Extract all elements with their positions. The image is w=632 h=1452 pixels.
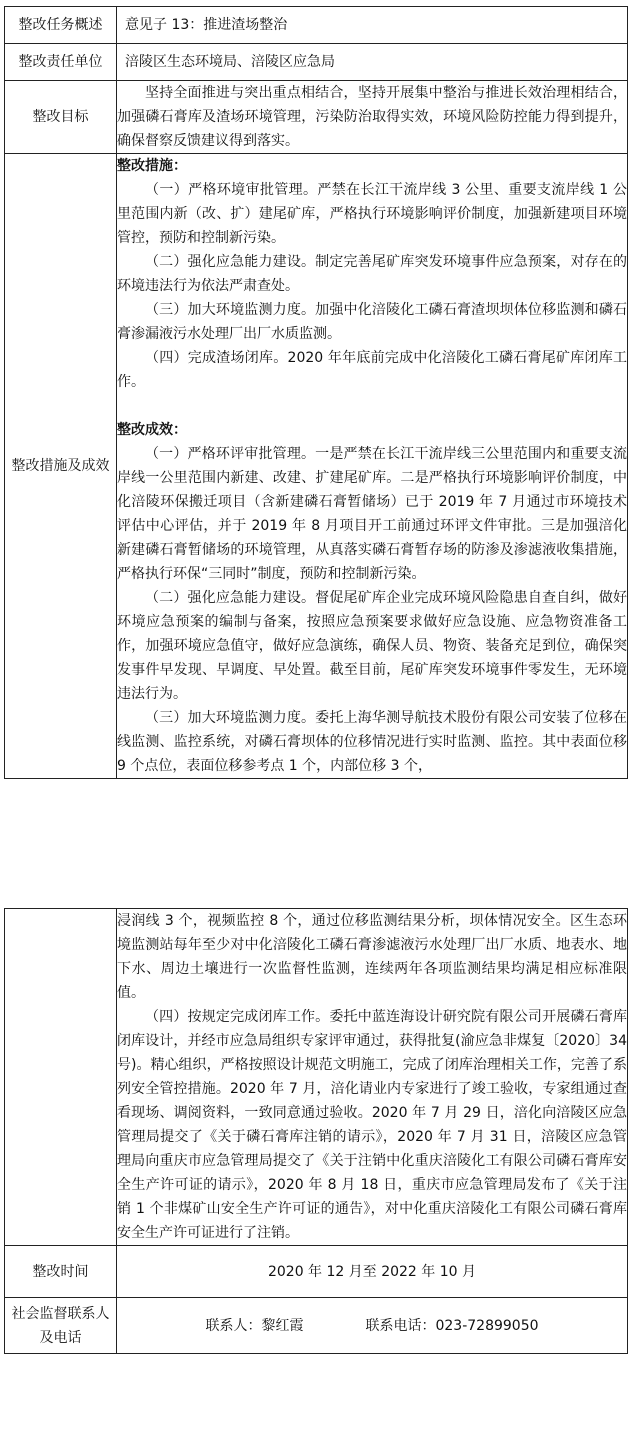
- contact-label: 社会监督联系人及电话: [5, 1298, 117, 1354]
- result-item: （四）按规定完成闭库工作。委托中蓝连海设计研究院有限公司开展磷石膏库闭库设计，并经市应急局组织专家评审通过，获得批复(渝应急非煤复〔2020〕34 号)。精心组织，严格按照设计规范文明施工，完成了闭库治理相关工作，完善了系列安全管控措施。2020 年 7 月，涪化请业内专家进行了竣工验收，专家组通过查看现场、调阅资料，一致同意通过验收。2020 年 7 月 29 日，涪化向涪陵区应急管理局提交了《关于磷石膏库注销的请示》，2020 年 7 月 31 日，涪陵区应急管理局向重庆市应急管理局提交了《关于注销中化重庆涪陵化工有限公司磷石膏库安全生产许可证的请示》，2020 年 8 月 18 日，重庆市应急管理局发布了《关于注销 1 个非煤矿山安全生产许可证的通告》，对中化重庆涪陵化工有限公司磷石膏库安全生产许可证进行了注销。: [117, 1009, 627, 1241]
- time-value: 2020 年 12 月至 2022 年 10 月: [117, 1246, 628, 1298]
- contact-info: [117, 1314, 627, 1338]
- overview-label: 整改任务概述: [5, 7, 117, 44]
- continuation-label-cell: [5, 909, 117, 1246]
- result-item: （三）加大环境监测力度。委托上海华测导航技术股份有限公司安装了位移在线监测、监控系统，对磷石膏坝体的位移情况进行实时监测、监控。其中表面位移 9 个点位，表面位移参考点 1 个，内部位移 3 个，: [117, 710, 627, 774]
- measures-label: 整改措施及成效: [5, 154, 117, 779]
- time-row: [5, 1246, 628, 1298]
- measure-item: （一）严格环境审批管理。严禁在长江干流岸线 3 公里、重要支流岸线 1 公里范围内新（改、扩）建尾矿库，严格执行环境影响评价制度，加强新建项目环境管控，预防和控制新污染。: [117, 182, 627, 246]
- measure-item: （二）强化应急能力建设。制定完善尾矿库突发环境事件应急预案，对存在的环境违法行为依法严肃查处。: [117, 254, 627, 294]
- goal-label: 整改目标: [5, 81, 117, 154]
- contact-row: [5, 1298, 628, 1354]
- continuation-row: [5, 909, 628, 1246]
- result-item-continued: 浸润线 3 个，视频监控 8 个，通过位移监测结果分析，坝体情况安全。区生态环境监测站每年至少对中化涪陵化工磷石膏渗滤液污水处理厂出厂水质、地表水、地下水、周边土壤进行一次监督性监测，连续两年各项监测结果均满足相应标准限值。: [117, 913, 627, 1001]
- time-label: 整改时间: [5, 1246, 117, 1298]
- measure-item: （三）加大环境监测力度。加强中化涪陵化工磷石膏渣坝坝体位移监测和磷石膏渗漏液污水处理厂出厂水质监测。: [117, 302, 627, 342]
- result-item: （二）强化应急能力建设。督促尾矿库企业完成环境风险隐患自查自纠，做好环境应急预案的编制与备案，按照应急预案要求做好应急设施、应急物资准备工作，加强环境应急值守，做好应急演练，确保人员、物资、装备充足到位，确保突发事件早发现、早调度、早处置。截至目前，尾矿库突发环境事件零发生，无环境违法行为。: [117, 590, 627, 702]
- measure-item: （四）完成渣场闭库。2020 年年底前完成中化涪陵化工磷石膏尾矿库闭库工作。: [117, 350, 627, 390]
- overview-value: 意见子 13：推进渣场整治: [117, 7, 628, 44]
- contact-phone: 联系电话：023-72899050: [365, 1317, 539, 1334]
- goal-value: 坚持全面推进与突出重点相结合，坚持开展集中整治与推进长效治理相结合，加强磷石膏库及渣场环境管理，污染防治取得实效，环境风险防控能力得到提升，确保督察反馈建议得到落实。: [117, 85, 627, 149]
- measures-heading: 整改措施：: [117, 158, 187, 174]
- overview-row: [5, 7, 628, 44]
- goal-row: [5, 81, 628, 154]
- results-heading: 整改成效：: [117, 422, 187, 438]
- result-item: （一）严格环评审批管理。一是严禁在长江干流岸线三公里范围内和重要支流岸线一公里范围内新建、改建、扩建尾矿库。二是严格执行环境影响评价制度，中化涪陵环保搬迁项目（含新建磷石膏暂储场）已于 2019 年 7 月通过市环境技术评估中心评估，并于 2019 年 8 月项目开工前通过环评文件审批。三是加强涪化新建磷石膏暂储场的环境管理，从真落实磷石膏暂存场的防渗及渗滤液收集措施，严格执行环保“三同时”制度，预防和控制新污染。: [117, 446, 627, 582]
- contact-person: 联系人：黎红霞: [205, 1317, 304, 1334]
- paragraph-spacer: [117, 394, 627, 418]
- unit-row: [5, 44, 628, 81]
- measures-row: [5, 154, 628, 779]
- unit-label: 整改责任单位: [5, 44, 117, 81]
- rectification-table-page1: [4, 6, 628, 779]
- rectification-table-page2: [4, 908, 628, 1354]
- unit-value: 涪陵区生态环境局、涪陵区应急局: [117, 44, 628, 81]
